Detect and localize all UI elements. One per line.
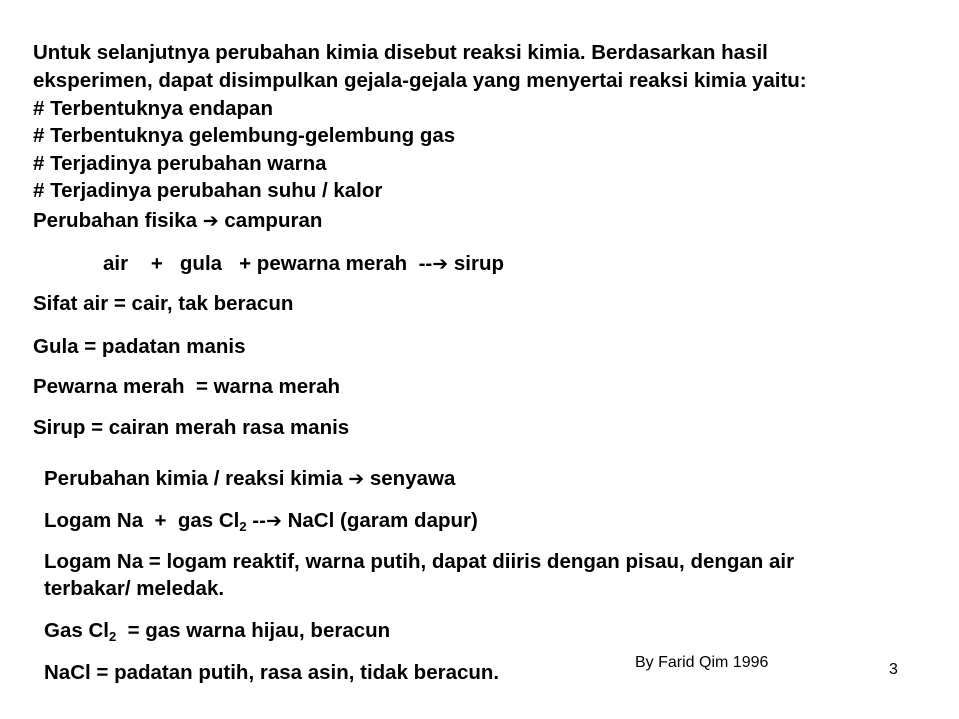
- right-arrow-icon: ➔: [432, 253, 449, 275]
- symptom-item: # Terjadinya perubahan suhu / kalor: [33, 179, 383, 202]
- chlorine-description: [44, 619, 390, 643]
- sodium-description-line-1: Logam Na = logam reaktif, warna putih, dapat diiris dengan pisau, dengan air: [44, 550, 795, 573]
- page-number: 3: [889, 661, 898, 678]
- right-arrow-icon: ➔: [348, 468, 365, 490]
- nacl-description: NaCl = padatan putih, rasa asin, tidak beracun.: [44, 661, 500, 684]
- sodium-description-line-2: terbakar/ meledak.: [44, 577, 225, 600]
- syrup-equation-left: air + gula + pewarna merah --: [103, 252, 433, 275]
- right-arrow-icon: ➔: [265, 510, 282, 532]
- chemical-heading-text: Perubahan kimia / reaksi kimia: [44, 467, 343, 490]
- physical-fact: Pewarna merah = warna merah: [33, 375, 341, 398]
- syrup-equation-right: sirup: [453, 252, 505, 275]
- syrup-equation: [103, 252, 504, 276]
- symptom-item: # Terbentuknya endapan: [33, 97, 273, 120]
- physical-heading-text: Perubahan fisika: [33, 209, 198, 232]
- author-credit: By Farid Qim 1996: [635, 654, 769, 671]
- chlorine-subscript: 2: [108, 629, 117, 644]
- physical-fact: Sirup = cairan merah rasa manis: [33, 416, 350, 439]
- chlorine-prefix: Gas Cl: [44, 619, 109, 642]
- physical-heading-result: campuran: [224, 209, 323, 232]
- symptom-item: # Terbentuknya gelembung-gelembung gas: [33, 124, 456, 147]
- physical-fact: Gula = padatan manis: [33, 335, 246, 358]
- physical-change-heading: [33, 209, 322, 233]
- physical-fact: Sifat air = cair, tak beracun: [33, 292, 294, 315]
- chlorine-suffix: = gas warna hijau, beracun: [116, 619, 391, 642]
- right-arrow-icon: ➔: [202, 210, 219, 232]
- chemical-change-heading: [44, 467, 455, 491]
- reaction-left: Logam Na + gas Cl: [44, 509, 240, 532]
- reaction-mid: --: [246, 509, 266, 532]
- reaction-subscript: 2: [239, 519, 247, 534]
- nacl-reaction: [44, 509, 478, 533]
- reaction-right: NaCl (garam dapur): [287, 509, 478, 532]
- chemical-heading-result: senyawa: [369, 467, 456, 490]
- intro-line-1: Untuk selanjutnya perubahan kimia disebut reaksi kimia. Berdasarkan hasil: [33, 41, 768, 64]
- symptom-item: # Terjadinya perubahan warna: [33, 152, 327, 175]
- intro-line-2: eksperimen, dapat disimpulkan gejala-gejala yang menyertai reaksi kimia yaitu:: [33, 69, 807, 92]
